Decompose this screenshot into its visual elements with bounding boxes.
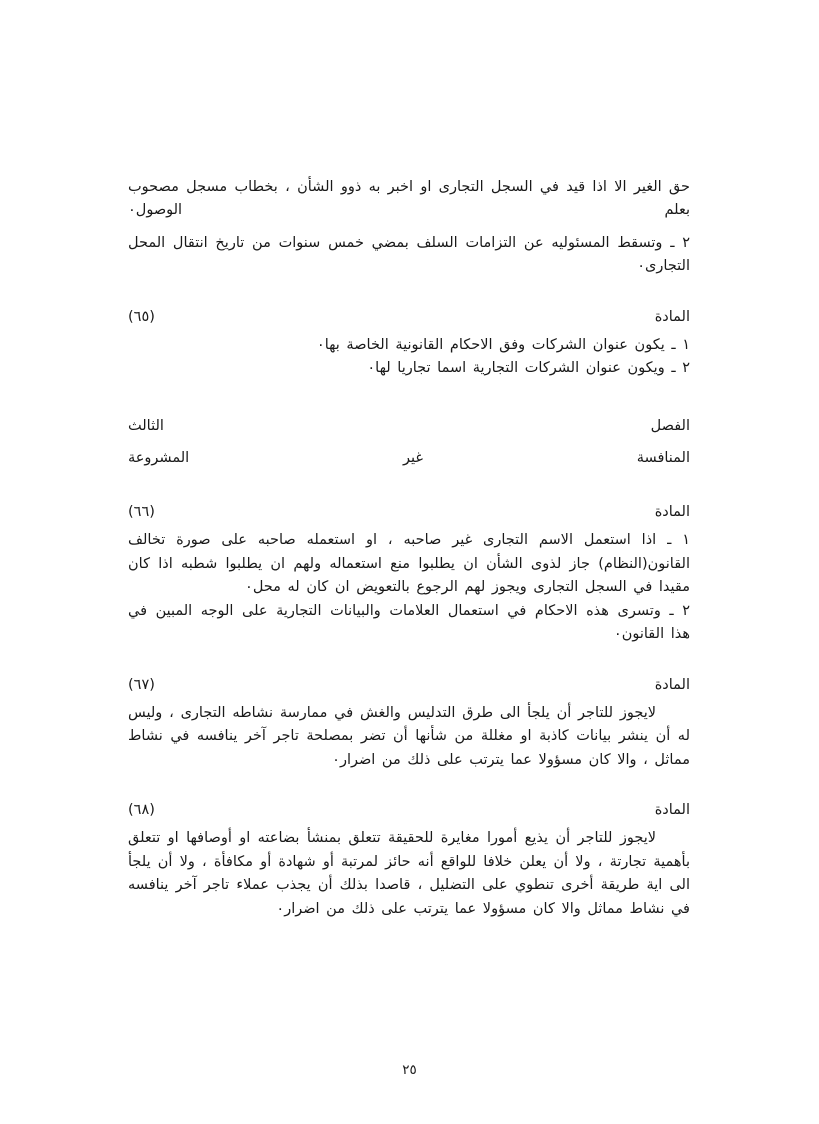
list-item-text: اذا استعمل الاسم التجارى غير صاحبه ، او استعمله صاحبه على صورة تخالف القانون(النظام) جاز لذوى الشأن ان يطلبوا منع استعماله ولهم ان يطلبوا شطبه اذا كان مقيدا في السجل التجارى ويجوز لهم الرجوع بالتعويض ان كان له محل٠ [128, 532, 690, 596]
spacer [128, 772, 690, 802]
spacer [128, 438, 690, 447]
section-heading-title: المنافسة غير المشروعة [128, 450, 690, 467]
paragraph-continuation: حق الغير الا اذا قيد في السجل التجارى او اخبر به ذوو الشأن ، بخطاب مسجل مصحوب بعلم الوصول٠ [128, 179, 690, 219]
list-marker: ٢ ـ [671, 360, 690, 377]
list-item-article64-2 [128, 232, 690, 279]
spacer [128, 520, 690, 529]
list-item-article65-1 [128, 334, 690, 357]
spacer [128, 279, 690, 309]
list-item-text: وتسرى هذه الاحكام في استعمال العلامات والبيانات التجارية على الوجه المبين في هذا القانون٠ [128, 602, 690, 643]
list-item-text: ويكون عنوان الشركات التجارية اسما تجاريا لها٠ [367, 360, 665, 377]
list-item-text: وتسقط المسئوليه عن التزامات السلف بمضي خمس سنوات من تاريخ انتقال المحل التجارى٠ [128, 234, 690, 275]
paragraph-article68: لايجوز للتاجر أن يذيع أمورا مغايرة للحقيقة تتعلق بمنشأ بضاعته او أوصافها او تتعلق بأهمية تجارتة ، ولا أن يعلن خلافا للواقع أنه حائز لمرتبة أو شهادة أو مكافأة ، ولا أن يلجأ الى اية طريقة أخرى تنطوي على التضليل ، قاصدا بذلك أن يجذب عملاء تاجر آخر ينافسه في نشاط مماثل والا كان مسؤولا عما يترتب على ذلك من اضرار٠ [128, 830, 690, 917]
list-item-article66-1 [128, 529, 690, 599]
paragraph-article67: لايجوز للتاجر أن يلجأ الى طرق التدليس والغش في ممارسة نشاطه التجارى ، وليس له أن ينشر بيانات كاذبة او مغللة من شأنها أن تضر بمصلحة تاجر آخر ينافسه في نشاط مماثل ، والا كان مسؤولا عما يترتب على ذلك من اضرار٠ [128, 704, 690, 768]
article-label-67: المادة (٦٧) [128, 676, 690, 693]
list-marker: ١ ـ [671, 336, 690, 353]
article-label-66: المادة (٦٦) [128, 504, 690, 521]
list-item-article66-2 [128, 600, 690, 647]
spacer [128, 693, 690, 702]
article-label-65: المادة (٦٥) [128, 308, 690, 325]
list-marker: ٢ ـ [669, 602, 690, 619]
spacer [128, 381, 690, 415]
spacer [128, 223, 690, 232]
list-item-article65-2 [128, 357, 690, 380]
list-marker: ١ ـ [667, 532, 691, 549]
article-label-68: المادة (٦٨) [128, 802, 690, 819]
document-body [128, 176, 690, 921]
spacer [128, 325, 690, 334]
section-heading-chapter: الفصل الثالث [128, 417, 690, 434]
spacer [128, 470, 690, 504]
list-item-text: يكون عنوان الشركات وفق الاحكام القانونية الخاصة بها٠ [316, 336, 665, 353]
list-marker: ٢ ـ [670, 234, 690, 251]
spacer [128, 647, 690, 677]
spacer [128, 818, 690, 827]
page-number: ٢٥ [402, 1062, 417, 1078]
